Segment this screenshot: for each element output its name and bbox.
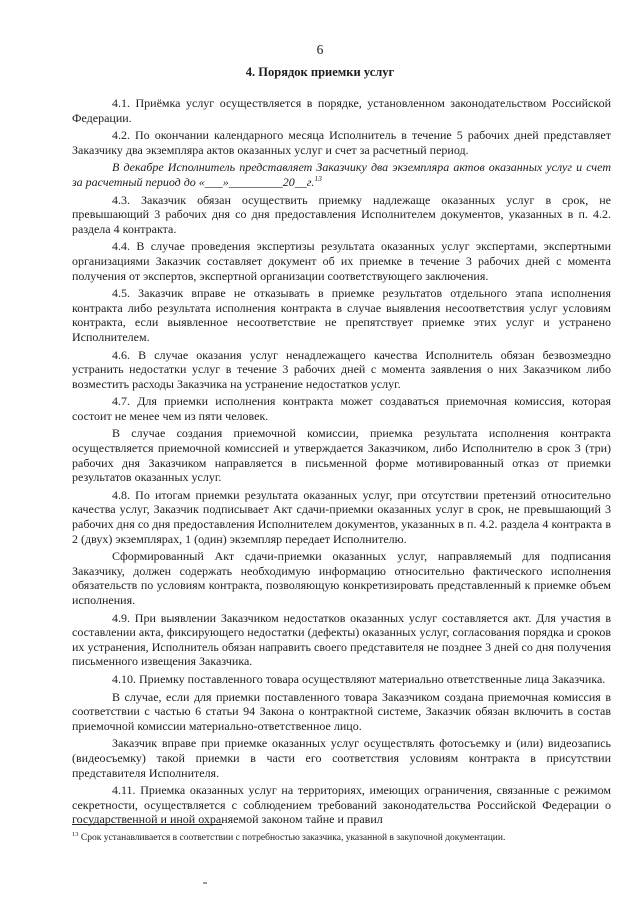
paragraph-4-9: 4.9. При выявлении Заказчиком недостатков оказанных услуг составляется акт. Для участия в составлении акта, фиксирующего недостатки (дефекты) оказанных услуг, согласования порядка и сроков их устранения, Исполнитель обязан направить своего представителя не позднее 3 дней со дня получения письменного извещения Заказчика. bbox=[72, 610, 611, 669]
paragraph-4-10-commission: В случае, если для приемки поставленного товара Заказчиком создана приемочная комиссия в соответствии с частью 6 статьи 94 Закона о контрактной системе, Заказчик обязан включить в состав приемочной комиссии материально-ответственное лицо. bbox=[72, 689, 611, 733]
footnote-divider bbox=[72, 824, 222, 825]
paragraph-4-10: 4.10. Приемку поставленного товара осуществляют материально ответственные лица Заказчика. bbox=[112, 671, 606, 686]
paragraph-december-text: В декабре Исполнитель представляет Заказчику два экземпляра актов оказанных услуг и счет за расчетный период до «___»_________20__г. bbox=[72, 160, 611, 189]
paragraph-4-1: 4.1. Приёмка услуг осуществляется в порядке, установленном законодательством Российской Федерации. bbox=[72, 96, 611, 125]
paragraph-4-3: 4.3. Заказчик обязан осуществить приемку надлежаще оказанных услуг в срок, не превышающий 3 рабочих дня со дня предоставления Исполнителем документов, указанных в п. 4.2. раздела 4 контракта. bbox=[72, 192, 611, 236]
footnote bbox=[72, 832, 611, 844]
paragraph-4-7: 4.7. Для приемки исполнения контракта может создаваться приемочная комиссия, которая состоит не менее чем из пяти человек. bbox=[72, 394, 611, 423]
paragraph-4-8-act: Сформированный Акт сдачи-приемки оказанных услуг, направляемый для подписания Заказчику, должен содержать необходимую информацию относительно фактического исполнения обязательств по условиям контракта, позволяющую конкретизировать представленный к приемке объем исполнения. bbox=[72, 549, 611, 607]
paragraph-4-7-commission: В случае создания приемочной комиссии, приемка результата исполнения контракта осуществляется приемочной комиссией и утверждается Заказчиком, либо Исполнителю в срок 3 (три) рабочих дня Заказчиком направляется в письменной форме мотивированный отказ от приемки результатов оказанных услуг. bbox=[72, 426, 611, 485]
paragraph-4-8: 4.8. По итогам приемки результата оказанных услуг, при отсутствии претензий относительно качества услуг, Заказчик подписывает Акт сдачи-приемки оказанных услуг в срок, не превышающий 3 рабочих дня со дня предоставления Исполнителем документов, указанных в п. 4.2. раздела 4 контракта в 2 (двух) экземплярах, 1 (один) экземпляр передает Исполнителю. bbox=[72, 487, 611, 546]
section-title: 4. Порядок приемки услуг bbox=[245, 65, 395, 79]
page-number: 6 bbox=[316, 42, 324, 57]
footnote-text: Срок устанавливается в соответствии с потребностью заказчика, указанной в закупочной документации. bbox=[78, 833, 506, 843]
paragraph-december-note bbox=[72, 160, 611, 189]
section-body bbox=[72, 96, 611, 830]
scan-speck bbox=[203, 882, 207, 884]
paragraph-4-2: 4.2. По окончании календарного месяца Исполнитель в течение 5 рабочих дней представляет Заказчику два экземпляра актов оказанных услуг и счет за расчетный период. bbox=[72, 128, 611, 157]
paragraph-4-10-photo: Заказчик вправе при приемке оказанных услуг осуществлять фотосъемку и (или) видеозапись (видеосъемку) такой приемки в части его соответствия условиям контракта в присутствии представителя Исполнителя. bbox=[72, 736, 611, 780]
paragraph-4-4: 4.4. В случае проведения экспертизы результата оказанных услуг экспертами, экспертными организациями Заказчик составляет документ об их приемке в течение 3 рабочих дней с момента получения от экспертов, экспертной организации соответствующего заключения. bbox=[72, 239, 611, 283]
paragraph-4-11: 4.11. Приемка оказанных услуг на территориях, имеющих ограничения, связанные с режимом секретности, осуществляется с соблюдением требований законодательства Российской Федерации о государственной и иной охраняемой законом тайне и правил bbox=[72, 783, 611, 827]
paragraph-4-5: 4.5. Заказчик вправе не отказывать в приемке результатов отдельного этапа исполнения контракта либо результата исполнения контракта в случае выявления несоответствия услуг условиям контракта, если выявленное несоответствие не препятствует приемке этих услуг и устранено Исполнителем. bbox=[72, 286, 611, 344]
footnote-marker: 13 bbox=[72, 830, 79, 838]
footnote-reference: 13 bbox=[314, 173, 322, 183]
paragraph-4-6: 4.6. В случае оказания услуг ненадлежащего качества Исполнитель обязан безвозмездно устранить недостатки услуг в течение 3 рабочих дней с момента заявления о них Заказчиком либо возместить расходы Заказчика на устранение недостатков услуг. bbox=[72, 347, 611, 391]
